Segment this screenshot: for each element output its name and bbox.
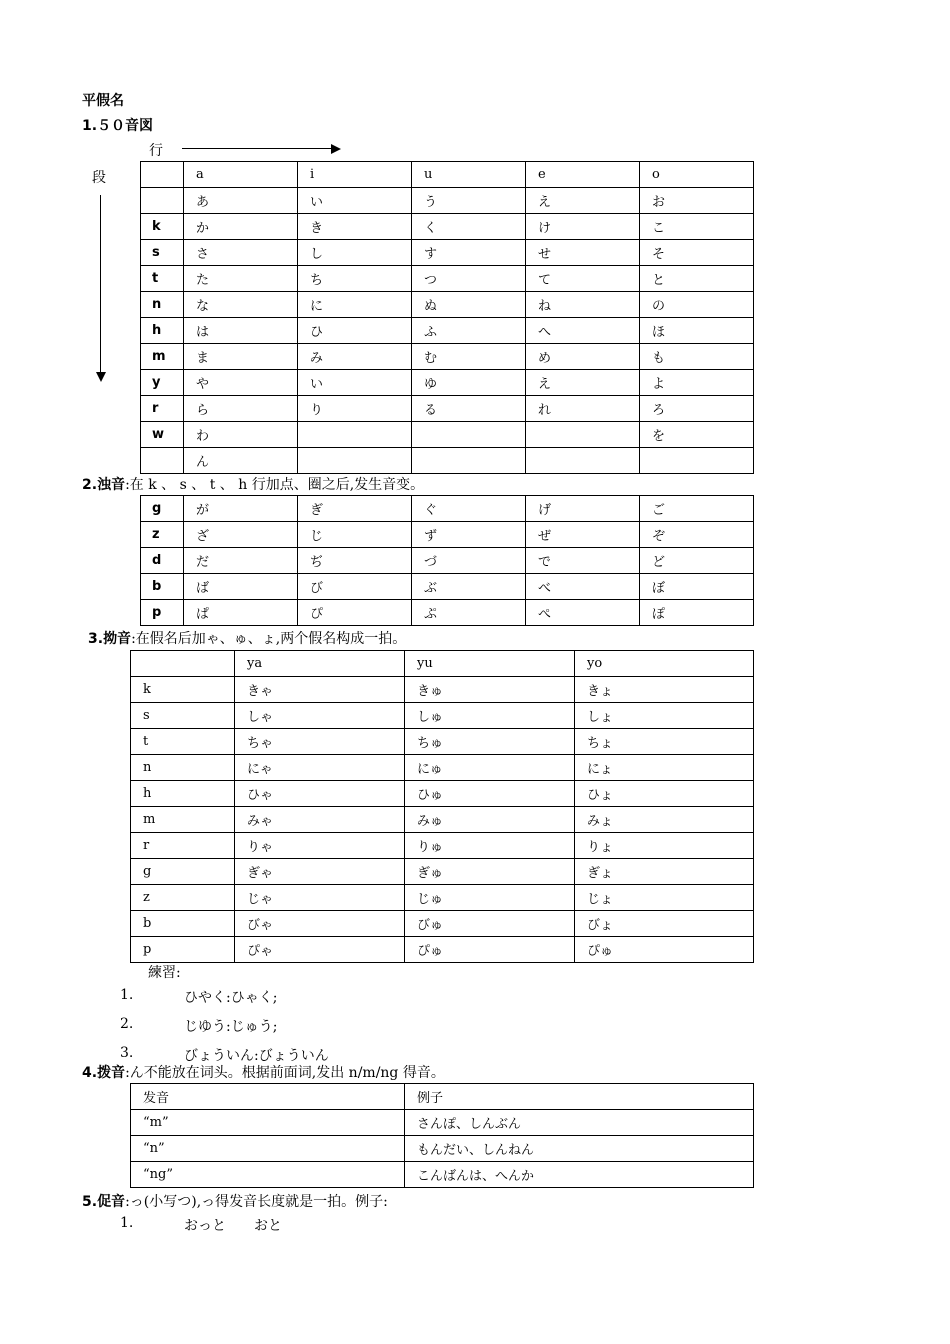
table-cell: ぶ — [412, 574, 526, 600]
table-cell: ぢ — [298, 548, 412, 574]
table-header-cell: u — [412, 162, 526, 188]
table-cell: ぬ — [412, 292, 526, 318]
table-row — [131, 677, 754, 703]
table-row — [131, 807, 754, 833]
table-cell: じゃ — [235, 885, 405, 911]
table-cell: が — [184, 496, 298, 522]
table-cell: づ — [412, 548, 526, 574]
table-header-cell: o — [640, 162, 754, 188]
table-row — [131, 1162, 754, 1188]
table-row — [141, 370, 754, 396]
section-3-number: 3. — [88, 631, 104, 647]
table-cell: ば — [184, 574, 298, 600]
table-cell: し — [298, 240, 412, 266]
table-cell: ぷ — [412, 600, 526, 626]
table-cell — [141, 188, 184, 214]
table-cell: g — [131, 859, 235, 885]
table-row — [131, 885, 754, 911]
table-cell: りょ — [575, 833, 754, 859]
practice-item-text: じゆう:じゅう; — [184, 1019, 278, 1035]
table-cell: びょ — [575, 911, 754, 937]
table-cell: しゃ — [235, 703, 405, 729]
table-cell: へ — [526, 318, 640, 344]
table-cell: や — [184, 370, 298, 396]
practice-item-text: びょういん:びょういん — [184, 1048, 329, 1064]
table-cell: お — [640, 188, 754, 214]
table-cell — [298, 422, 412, 448]
table-row — [131, 729, 754, 755]
table-row — [141, 600, 754, 626]
section-5-number: 5. — [82, 1194, 98, 1210]
table-cell: を — [640, 422, 754, 448]
table-cell: みゃ — [235, 807, 405, 833]
table-cell: さんぽ、しんぶん — [405, 1110, 754, 1136]
table-cell: も — [640, 344, 754, 370]
table-row — [141, 396, 754, 422]
table-cell: き — [298, 214, 412, 240]
table-cell: ゆ — [412, 370, 526, 396]
table-header-cell: yo — [575, 651, 754, 677]
section-4-number: 4. — [82, 1065, 98, 1081]
table-cell: よ — [640, 370, 754, 396]
table-cell — [526, 422, 640, 448]
table-row — [141, 318, 754, 344]
table-cell: ぞ — [640, 522, 754, 548]
table-cell: て — [526, 266, 640, 292]
table-cell: ぎゅ — [405, 859, 575, 885]
section-5-term: 促音 — [97, 1194, 126, 1210]
section-3-heading — [88, 628, 406, 648]
table-row — [131, 703, 754, 729]
yoon-table — [130, 650, 754, 963]
table-cell: せ — [526, 240, 640, 266]
practice-item-number: 1. — [120, 987, 134, 1003]
table-cell: ご — [640, 496, 754, 522]
table-row — [141, 292, 754, 318]
table-cell: ぎ — [298, 496, 412, 522]
right-arrow-icon — [331, 144, 341, 154]
practice-item-number: 2. — [120, 1016, 134, 1032]
table-cell: か — [184, 214, 298, 240]
table-cell: s — [131, 703, 235, 729]
table-cell: う — [412, 188, 526, 214]
section-5-heading — [82, 1191, 388, 1211]
section-2-text: :在 k 、 s 、 t 、 h 行加点、圈之后,发生音变。 — [125, 477, 425, 493]
table-cell: ぴ — [298, 600, 412, 626]
table-row — [141, 240, 754, 266]
table-cell: m — [131, 807, 235, 833]
table-cell: ちゅ — [405, 729, 575, 755]
hatsuon-table — [130, 1083, 754, 1188]
table-header-cell: 例子 — [405, 1084, 754, 1110]
table-cell: g — [141, 496, 184, 522]
table-cell: みょ — [575, 807, 754, 833]
table-cell: ち — [298, 266, 412, 292]
table-row — [141, 548, 754, 574]
table-cell: す — [412, 240, 526, 266]
table-cell: じ — [298, 522, 412, 548]
table-cell: と — [640, 266, 754, 292]
table-cell: ひゃ — [235, 781, 405, 807]
table-cell: ぴゃ — [235, 937, 405, 963]
table-row — [141, 266, 754, 292]
table-cell: にゅ — [405, 755, 575, 781]
table-cell: p — [141, 600, 184, 626]
table-cell: そ — [640, 240, 754, 266]
table-cell: じょ — [575, 885, 754, 911]
table-cell: の — [640, 292, 754, 318]
table-cell — [412, 422, 526, 448]
table-cell: d — [141, 548, 184, 574]
table-header-cell — [141, 162, 184, 188]
table-cell: t — [131, 729, 235, 755]
table-cell: ど — [640, 548, 754, 574]
table-row — [131, 1136, 754, 1162]
section-3-term: 拗音 — [103, 631, 132, 647]
table-header-row — [141, 162, 754, 188]
table-cell: ら — [184, 396, 298, 422]
table-cell: む — [412, 344, 526, 370]
sokuon-example: おっと おと — [184, 1218, 282, 1234]
table-row — [141, 214, 754, 240]
table-cell: ひゅ — [405, 781, 575, 807]
table-cell: る — [412, 396, 526, 422]
table-cell: s — [141, 240, 184, 266]
table-cell — [526, 448, 640, 474]
table-cell: b — [131, 911, 235, 937]
table-cell: ほ — [640, 318, 754, 344]
table-header-cell: 发音 — [131, 1084, 405, 1110]
table-cell: だ — [184, 548, 298, 574]
table-cell: い — [298, 370, 412, 396]
section-4-heading — [82, 1062, 445, 1082]
table-row — [131, 859, 754, 885]
table-cell: ふ — [412, 318, 526, 344]
table-header-cell — [131, 651, 235, 677]
table-cell: にゃ — [235, 755, 405, 781]
table-cell: め — [526, 344, 640, 370]
section-4-text: :ん不能放在词头。根据前面词,发出 n/m/ng 得音。 — [125, 1065, 445, 1081]
table-cell: わ — [184, 422, 298, 448]
table-header-cell: a — [184, 162, 298, 188]
table-cell: り — [298, 396, 412, 422]
section-2-term: 浊音 — [97, 477, 126, 493]
table-cell: k — [131, 677, 235, 703]
gojuon-table — [140, 161, 754, 474]
table-cell: みゅ — [405, 807, 575, 833]
table-cell: ひ — [298, 318, 412, 344]
section-2-number: 2. — [82, 477, 98, 493]
table-cell: びゃ — [235, 911, 405, 937]
table-cell: にょ — [575, 755, 754, 781]
table-cell: t — [141, 266, 184, 292]
table-cell: びゅ — [405, 911, 575, 937]
col-axis-arrow-line — [100, 195, 101, 373]
table-cell: しょ — [575, 703, 754, 729]
table-cell: りゅ — [405, 833, 575, 859]
table-cell: ひょ — [575, 781, 754, 807]
table-row — [141, 344, 754, 370]
table-cell: つ — [412, 266, 526, 292]
down-arrow-icon — [96, 372, 106, 382]
col-axis-label: 段 — [92, 170, 106, 186]
table-cell: え — [526, 188, 640, 214]
table-cell: “ng” — [131, 1162, 405, 1188]
table-cell: さ — [184, 240, 298, 266]
table-row — [141, 574, 754, 600]
table-header-cell: yu — [405, 651, 575, 677]
table-cell: あ — [184, 188, 298, 214]
table-header-cell: i — [298, 162, 412, 188]
table-cell: ぱ — [184, 600, 298, 626]
table-cell: ま — [184, 344, 298, 370]
table-cell: きょ — [575, 677, 754, 703]
table-cell: ぎょ — [575, 859, 754, 885]
table-cell — [412, 448, 526, 474]
table-row — [131, 1110, 754, 1136]
table-cell: z — [141, 522, 184, 548]
sokuon-example-number: 1. — [120, 1215, 134, 1231]
practice-item-number: 3. — [120, 1045, 134, 1061]
table-cell: y — [141, 370, 184, 396]
table-cell: ぼ — [640, 574, 754, 600]
table-cell: きゅ — [405, 677, 575, 703]
table-cell — [640, 448, 754, 474]
table-cell: え — [526, 370, 640, 396]
table-row — [131, 937, 754, 963]
section-3-text: :在假名后加ゃ、ゅ、ょ,两个假名构成一拍。 — [131, 631, 407, 647]
table-cell: ぴゅ — [405, 937, 575, 963]
table-cell: こんばんは、へんか — [405, 1162, 754, 1188]
table-cell: げ — [526, 496, 640, 522]
table-cell: は — [184, 318, 298, 344]
table-cell: れ — [526, 396, 640, 422]
table-header-row — [131, 651, 754, 677]
table-cell: りゃ — [235, 833, 405, 859]
table-cell: しゅ — [405, 703, 575, 729]
table-cell: ん — [184, 448, 298, 474]
table-row — [141, 496, 754, 522]
table-cell: び — [298, 574, 412, 600]
table-cell: r — [131, 833, 235, 859]
table-cell: “n” — [131, 1136, 405, 1162]
table-row — [131, 781, 754, 807]
table-cell: きゃ — [235, 677, 405, 703]
section-2-heading — [82, 474, 424, 494]
table-cell: p — [131, 937, 235, 963]
table-cell: k — [141, 214, 184, 240]
table-cell: ね — [526, 292, 640, 318]
table-cell: h — [131, 781, 235, 807]
section-5-text: :っ(小写つ),っ得发音长度就是一拍。例子: — [125, 1194, 388, 1210]
table-cell: n — [131, 755, 235, 781]
practice-label: 練習: — [148, 965, 181, 981]
table-cell: ぴゅ — [575, 937, 754, 963]
table-cell: “m” — [131, 1110, 405, 1136]
table-cell: r — [141, 396, 184, 422]
table-row — [141, 422, 754, 448]
row-axis-arrow-line — [182, 148, 332, 149]
table-cell: ぎゃ — [235, 859, 405, 885]
practice-item-text: ひやく:ひゃく; — [184, 990, 278, 1006]
table-row — [141, 188, 754, 214]
table-cell: け — [526, 214, 640, 240]
table-cell — [141, 448, 184, 474]
table-cell: ろ — [640, 396, 754, 422]
table-cell: b — [141, 574, 184, 600]
table-cell: で — [526, 548, 640, 574]
table-header-cell: e — [526, 162, 640, 188]
table-header-row — [131, 1084, 754, 1110]
dakuon-table — [140, 495, 754, 626]
table-cell: く — [412, 214, 526, 240]
table-row — [131, 833, 754, 859]
table-header-cell: ya — [235, 651, 405, 677]
table-cell: w — [141, 422, 184, 448]
table-cell: み — [298, 344, 412, 370]
table-cell: ちょ — [575, 729, 754, 755]
section-4-term: 拨音 — [97, 1065, 126, 1081]
table-cell: ず — [412, 522, 526, 548]
table-row — [131, 911, 754, 937]
table-cell: h — [141, 318, 184, 344]
table-cell — [298, 448, 412, 474]
table-row — [131, 755, 754, 781]
page-title: 平假名 — [82, 93, 124, 109]
table-row — [141, 448, 754, 474]
table-cell: な — [184, 292, 298, 318]
table-cell: ぜ — [526, 522, 640, 548]
table-cell: m — [141, 344, 184, 370]
table-cell: た — [184, 266, 298, 292]
table-cell: い — [298, 188, 412, 214]
row-axis-label: 行 — [149, 143, 163, 159]
table-cell: に — [298, 292, 412, 318]
table-cell: ちゃ — [235, 729, 405, 755]
table-cell: ぺ — [526, 600, 640, 626]
table-cell: こ — [640, 214, 754, 240]
table-cell: べ — [526, 574, 640, 600]
table-cell: n — [141, 292, 184, 318]
table-cell: z — [131, 885, 235, 911]
table-cell: もんだい、しんねん — [405, 1136, 754, 1162]
table-cell: ざ — [184, 522, 298, 548]
table-row — [141, 522, 754, 548]
table-cell: ぽ — [640, 600, 754, 626]
section-1-heading: 1.５０音図 — [82, 118, 154, 134]
table-cell: じゅ — [405, 885, 575, 911]
table-cell: ぐ — [412, 496, 526, 522]
